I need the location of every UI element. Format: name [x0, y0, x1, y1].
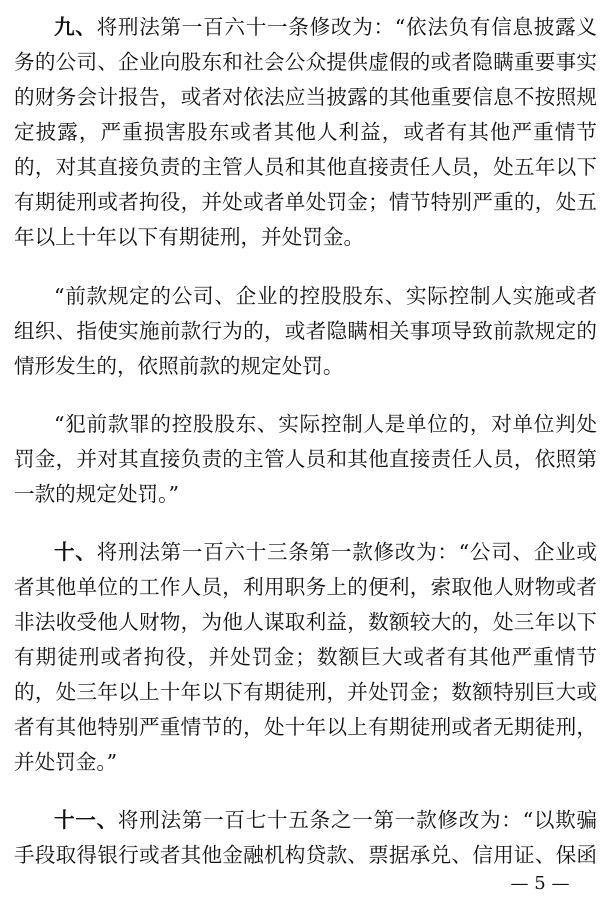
- article-heading-nine: 九、: [54, 15, 97, 39]
- paragraph-2-line-3: 情形发生的，依照前款的规定处罚。: [14, 354, 344, 378]
- paragraph-4-line-7: 并处罚金。”: [14, 750, 118, 774]
- paragraph-4-line-1: [54, 537, 597, 568]
- article-heading-eleven: 十一、: [54, 808, 118, 832]
- paragraph-text: 将刑法第一百六十三条第一款修改为：“公司、企业或: [96, 540, 597, 564]
- paragraph-3-line-2: 罚金，并对其直接负责的主管人员和其他直接责任人员，依照第: [14, 447, 597, 471]
- paragraph-5-line-1: [54, 805, 597, 836]
- paragraph-1-line-7: 年以上十年以下有期徒刑，并处罚金。: [14, 225, 365, 249]
- paragraph-3-line-3: 一款的规定处罚。”: [14, 482, 179, 506]
- paragraph-4-line-6: 者有其他特别严重情节的，处十年以上有期徒刑或者无期徒刑，: [14, 715, 597, 739]
- page-number: — 5 —: [510, 873, 570, 894]
- paragraph-text: 将刑法第一百六十一条修改为：“依法负有信息披露义: [96, 15, 597, 39]
- paragraph-1-line-1: [54, 12, 597, 43]
- article-heading-ten: 十、: [54, 540, 97, 564]
- paragraph-5-line-2: 手段取得银行或者其他金融机构贷款、票据承兑、信用证、保函: [14, 843, 597, 867]
- paragraph-4-line-3: 非法收受他人财物，为他人谋取利益，数额较大的，处三年以下: [14, 610, 597, 634]
- paragraph-1-line-3: 的财务会计报告，或者对依法应当披露的其他重要信息不按照规: [14, 85, 597, 109]
- paragraph-2-line-1: “前款规定的公司、企业的控股股东、实际控制人实施或者: [54, 284, 597, 308]
- paragraph-1-line-2: 务的公司、企业向股东和社会公众提供虚假的或者隐瞒重要事实: [14, 50, 597, 74]
- paragraph-4-line-2: 者其他单位的工作人员，利用职务上的便利，索取他人财物或者: [14, 575, 597, 599]
- paragraph-1-line-4: 定披露，严重损害股东或者其他人利益，或者有其他严重情节: [14, 120, 597, 144]
- paragraph-4-line-4: 有期徒刑或者拘役，并处罚金；数额巨大或者有其他严重情节: [14, 645, 597, 669]
- paragraph-3-line-1: “犯前款罪的控股股东、实际控制人是单位的，对单位判处: [54, 412, 597, 436]
- paragraph-text: 将刑法第一百七十五条之一第一款修改为：“以欺骗: [117, 808, 597, 832]
- paragraph-2-line-2: 组织、指使实施前款行为的，或者隐瞒相关事项导致前款规定的: [14, 319, 597, 343]
- paragraph-4-line-5: 的，处三年以上十年以下有期徒刑，并处罚金；数额特别巨大或: [14, 680, 597, 704]
- paragraph-1-line-6: 有期徒刑或者拘役，并处或者单处罚金；情节特别严重的，处五: [14, 190, 597, 214]
- paragraph-1-line-5: 的，对其直接负责的主管人员和其他直接责任人员，处五年以下: [14, 155, 597, 179]
